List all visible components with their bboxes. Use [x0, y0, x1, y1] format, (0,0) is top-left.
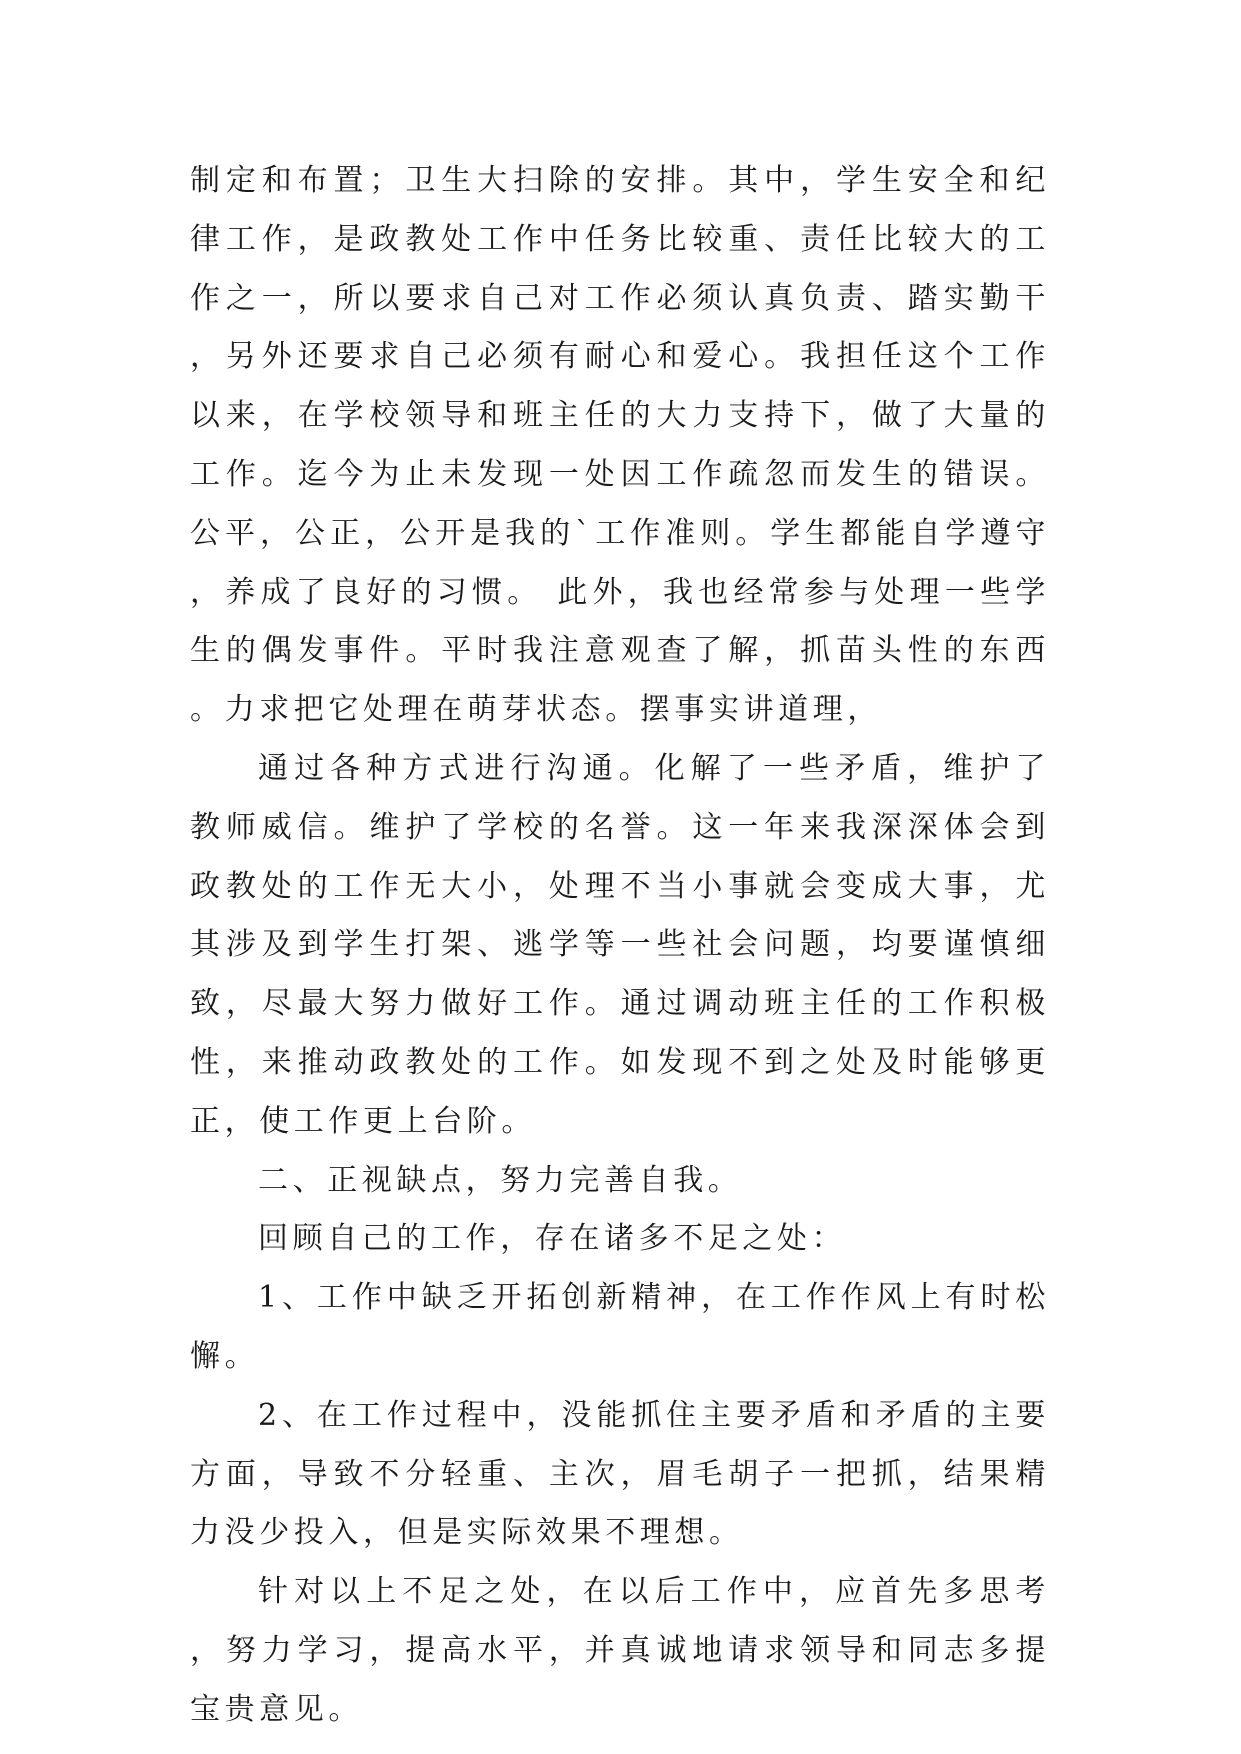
paragraph-communication: 通过各种方式进行沟通。化解了一些矛盾，维护了教师威信。维护了学校的名誉。这一年来我深深体会到政教处的工作无大小，处理不当小事就会变成大事，尤其涉及到学生打架、逃学等一些社会问题，均要谨慎细致，尽最大努力做好工作。通过调动班主任的工作积极性，来推动政教处的工作。如发现不到之处及时能够更正，使工作更上台阶。 — [190, 750, 1050, 1139]
paragraph-safety-discipline: 制定和布置；卫生大扫除的安排。其中，学生安全和纪律工作，是政教处工作中任务比较重、责任比较大的工作之一，所以要求自己对工作必须认真负责、踏实勤干，另外还要求自己必须有耐心和爱心。我担任这个工作以来，在学校领导和班主任的大力支持下，做了大量的工作。迄今为止未发现一处因工作疏忽而发生的错误。公平，公正，公开是我的`工作准则。学生都能自学遵守，养成了良好的习惯。 此外，我也经常参与处理一些学生的偶发事件。平时我注意观查了解，抓苗头性的东西。力求把它处理在萌芽状态。摆事实讲道理， — [190, 163, 1050, 728]
list-item-2: 2、在工作过程中，没能抓住主要矛盾和矛盾的主要方面，导致不分轻重、主次，眉毛胡子一把抓，结果精力没少投入，但是实际效果不理想。 — [190, 1397, 1050, 1551]
list-item-1: 1、工作中缺乏开拓创新精神，在工作作风上有时松懈。 — [190, 1280, 1050, 1374]
section-heading-shortcomings: 二、正视缺点，努力完善自我。 — [258, 1162, 743, 1198]
document-body — [190, 152, 1050, 1740]
paragraph-review-intro: 回顾自己的工作，存在诸多不足之处： — [258, 1221, 847, 1257]
paragraph-improvement: 针对以上不足之处，在以后工作中，应首先多思考，努力学习，提高水平，并真诚地请求领导和同志多提宝贵意见。 — [190, 1574, 1050, 1727]
